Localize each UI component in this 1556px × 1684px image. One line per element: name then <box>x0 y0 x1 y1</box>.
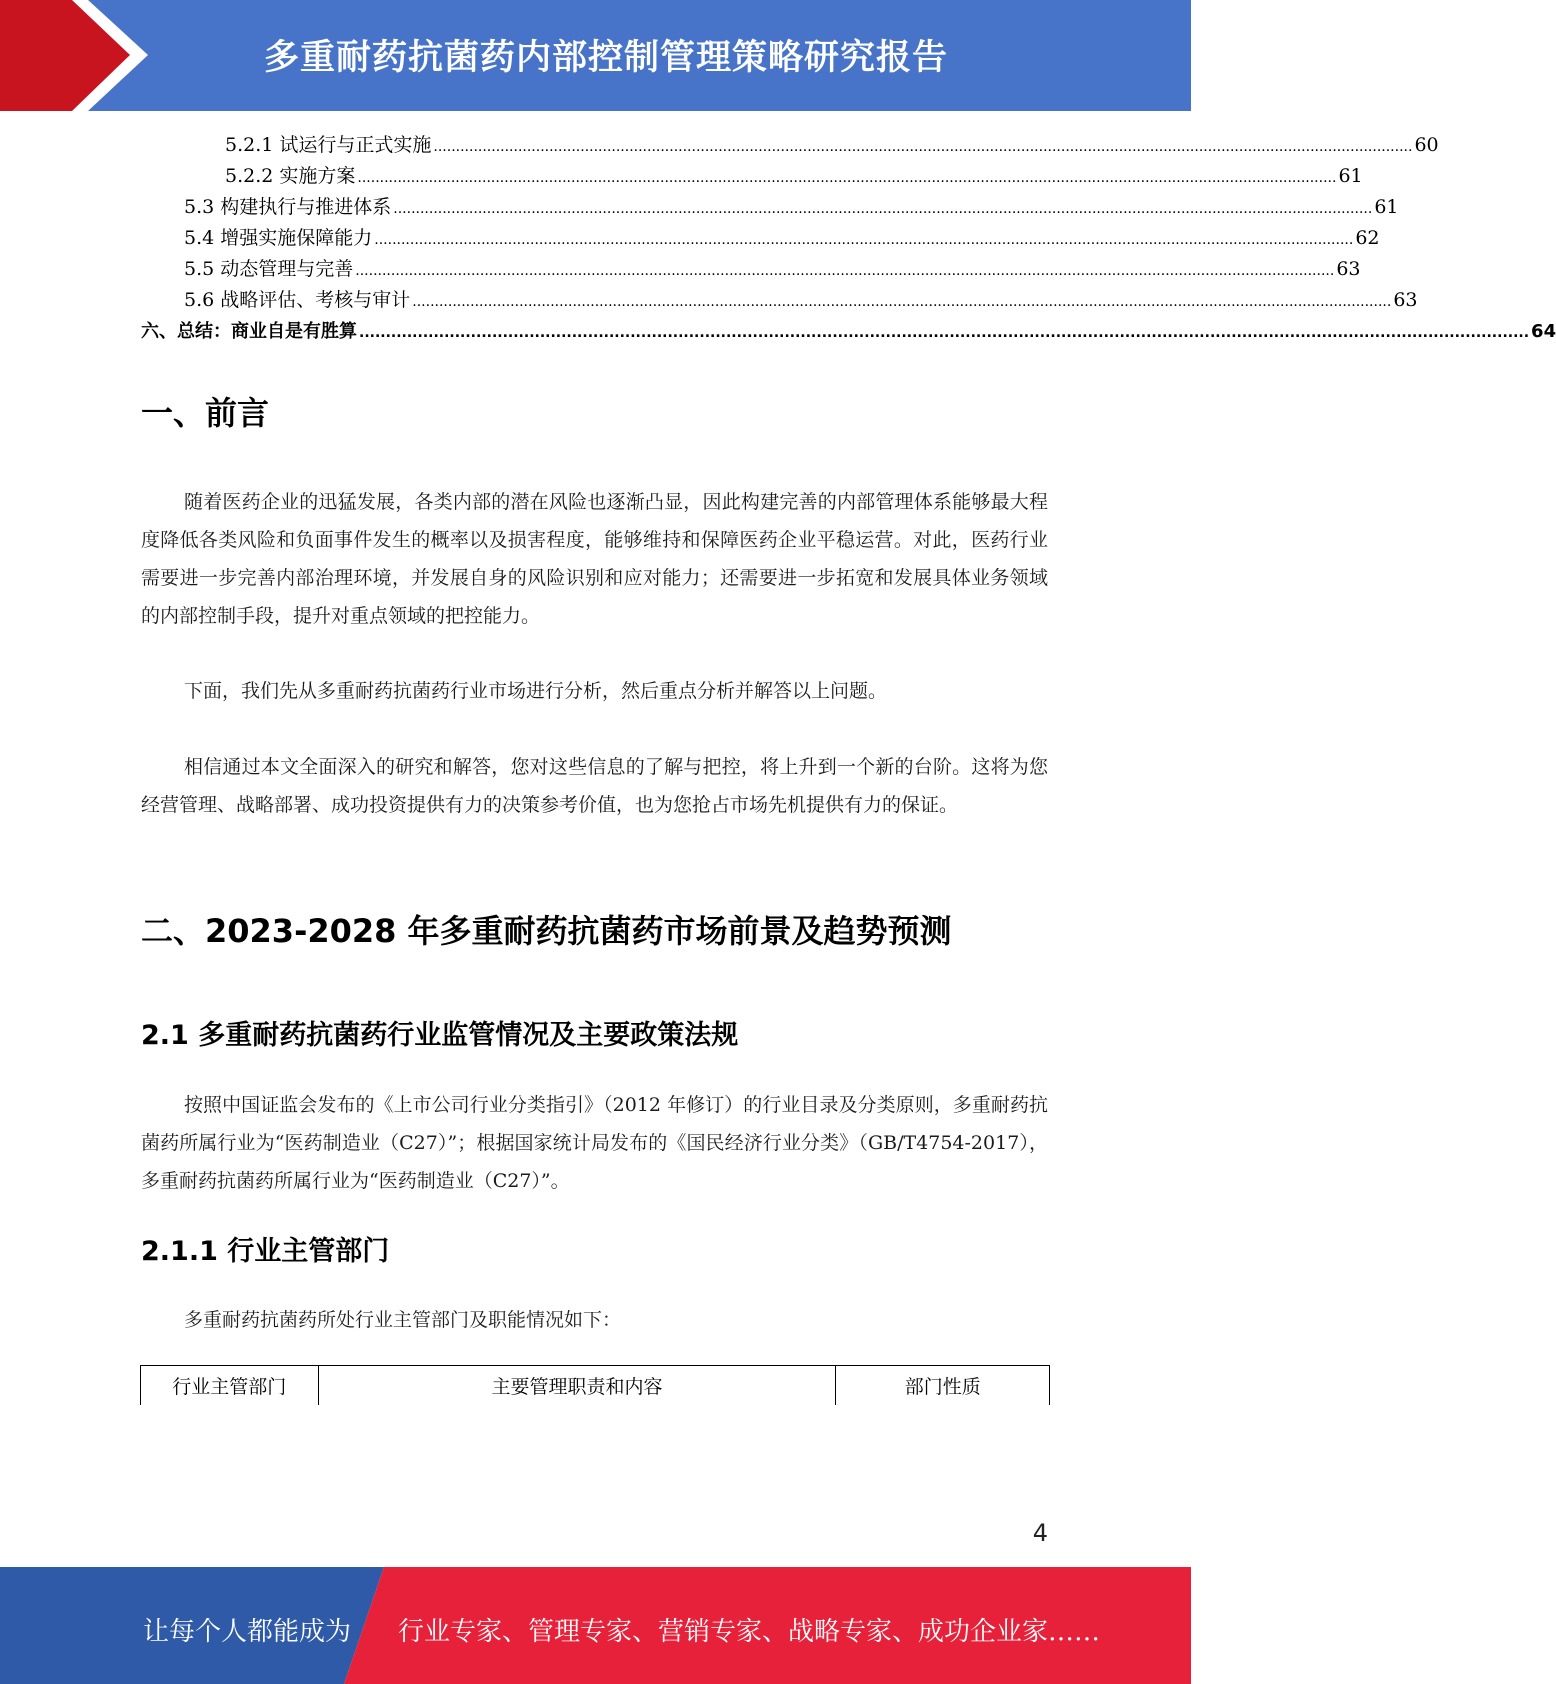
table-header-row <box>141 1366 1050 1406</box>
toc-entry[interactable] <box>141 223 1380 254</box>
body-paragraph: 多重耐药抗菌药所处行业主管部门及职能情况如下： <box>184 1309 622 1331</box>
body-paragraph: 下面，我们先从多重耐药抗菌药行业市场进行分析，然后重点分析并解答以上问题。 <box>184 680 888 702</box>
toc-entry[interactable] <box>141 161 1363 192</box>
toc-leader: ............................................................................................................................................................................................................................ <box>433 139 1413 155</box>
toc-entry-label: 5.5 动态管理与完善 <box>184 258 354 280</box>
page-number: 4 <box>1032 1519 1048 1547</box>
toc-entry-page: 63 <box>1393 289 1418 311</box>
toc-leader: ............................................................................................................................................................................................................................ <box>412 294 1392 310</box>
footer-banner <box>0 1567 1191 1684</box>
table-header-cell: 行业主管部门 <box>141 1366 319 1406</box>
table-header-cell: 部门性质 <box>836 1366 1050 1406</box>
section-heading-market-forecast: 二、2023-2028 年多重耐药抗菌药市场前景及趋势预测 <box>141 912 952 950</box>
header-banner <box>0 0 1191 111</box>
table-header-cell: 主要管理职责和内容 <box>318 1366 836 1406</box>
footer-slogan-left: 让每个人都能成为 <box>143 1617 352 1647</box>
authorities-table <box>140 1365 1050 1405</box>
subsection-heading-authorities: 2.1.1 行业主管部门 <box>141 1236 390 1267</box>
toc-entry-page: 63 <box>1336 258 1361 280</box>
body-paragraph: 随着医药企业的迅猛发展，各类内部的潜在风险也逐渐凸显，因此构建完善的内部管理体系能够最大程度降低各类风险和负面事件发生的概率以及损害程度，能够维持和保障医药企业平稳运营。对此，医药行业需要进一步完善内部治理环境，并发展自身的风险识别和应对能力；还需要进一步拓宽和发展具体业务领域的内部控制手段，提升对重点领域的把控能力。 <box>141 491 1048 627</box>
toc-entry-label: 5.2.1 试运行与正式实施 <box>225 134 432 156</box>
toc-entry[interactable] <box>141 316 1556 347</box>
toc-entry[interactable] <box>141 285 1418 316</box>
toc-entry[interactable] <box>141 130 1439 161</box>
toc-entry-label: 5.4 增强实施保障能力 <box>184 227 373 249</box>
toc-leader: ............................................................................................................................................................................................................................ <box>357 170 1337 186</box>
body-paragraph: 按照中国证监会发布的《上市公司行业分类指引》（2012 年修订）的行业目录及分类原则，多重耐药抗菌药所属行业为“医药制造业（C27）”；根据国家统计局发布的《国民经济行业分类》（GB/T4754-2017），多重耐药抗菌药所属行业为“医药制造业（C27）”。 <box>141 1094 1048 1192</box>
toc-entry-label: 5.3 构建执行与推进体系 <box>184 196 392 218</box>
subsection-heading-regulation: 2.1 多重耐药抗菌药行业监管情况及主要政策法规 <box>141 1020 739 1051</box>
toc-entry-page: 64 <box>1531 321 1556 342</box>
toc-entry-page: 61 <box>1374 196 1399 218</box>
footer-slogan-right: 行业专家、管理专家、营销专家、战略专家、成功企业家…… <box>398 1617 1101 1647</box>
toc-entry-page: 61 <box>1338 165 1363 187</box>
toc-entry-label: 5.6 战略评估、考核与审计 <box>184 289 411 311</box>
body-paragraph: 相信通过本文全面深入的研究和解答，您对这些信息的了解与把控，将上升到一个新的台阶。这将为您经营管理、战略部署、成功投资提供有力的决策参考价值，也为您抢占市场先机提供有力的保证。 <box>141 756 1048 816</box>
toc-entry[interactable] <box>141 254 1361 285</box>
toc-entry[interactable] <box>141 192 1399 223</box>
toc-leader: ............................................................................................................................................................................................................................ <box>355 263 1335 279</box>
report-title: 多重耐药抗菌药内部控制管理策略研究报告 <box>264 38 949 78</box>
toc-leader: ............................................................................................................................................................................................................................ <box>393 201 1373 217</box>
table-of-contents <box>141 130 1556 347</box>
toc-entry-page: 62 <box>1355 227 1380 249</box>
header-arrow-decoration <box>0 0 160 111</box>
toc-leader: ............................................................................................................................................................................................................................ <box>359 325 1530 341</box>
toc-entry-page: 60 <box>1414 134 1439 156</box>
toc-entry-label: 六、总结：商业自是有胜算 <box>141 321 357 342</box>
toc-leader: ............................................................................................................................................................................................................................ <box>374 232 1354 248</box>
toc-entry-label: 5.2.2 实施方案 <box>225 165 356 187</box>
section-heading-preface: 一、前言 <box>141 394 270 432</box>
